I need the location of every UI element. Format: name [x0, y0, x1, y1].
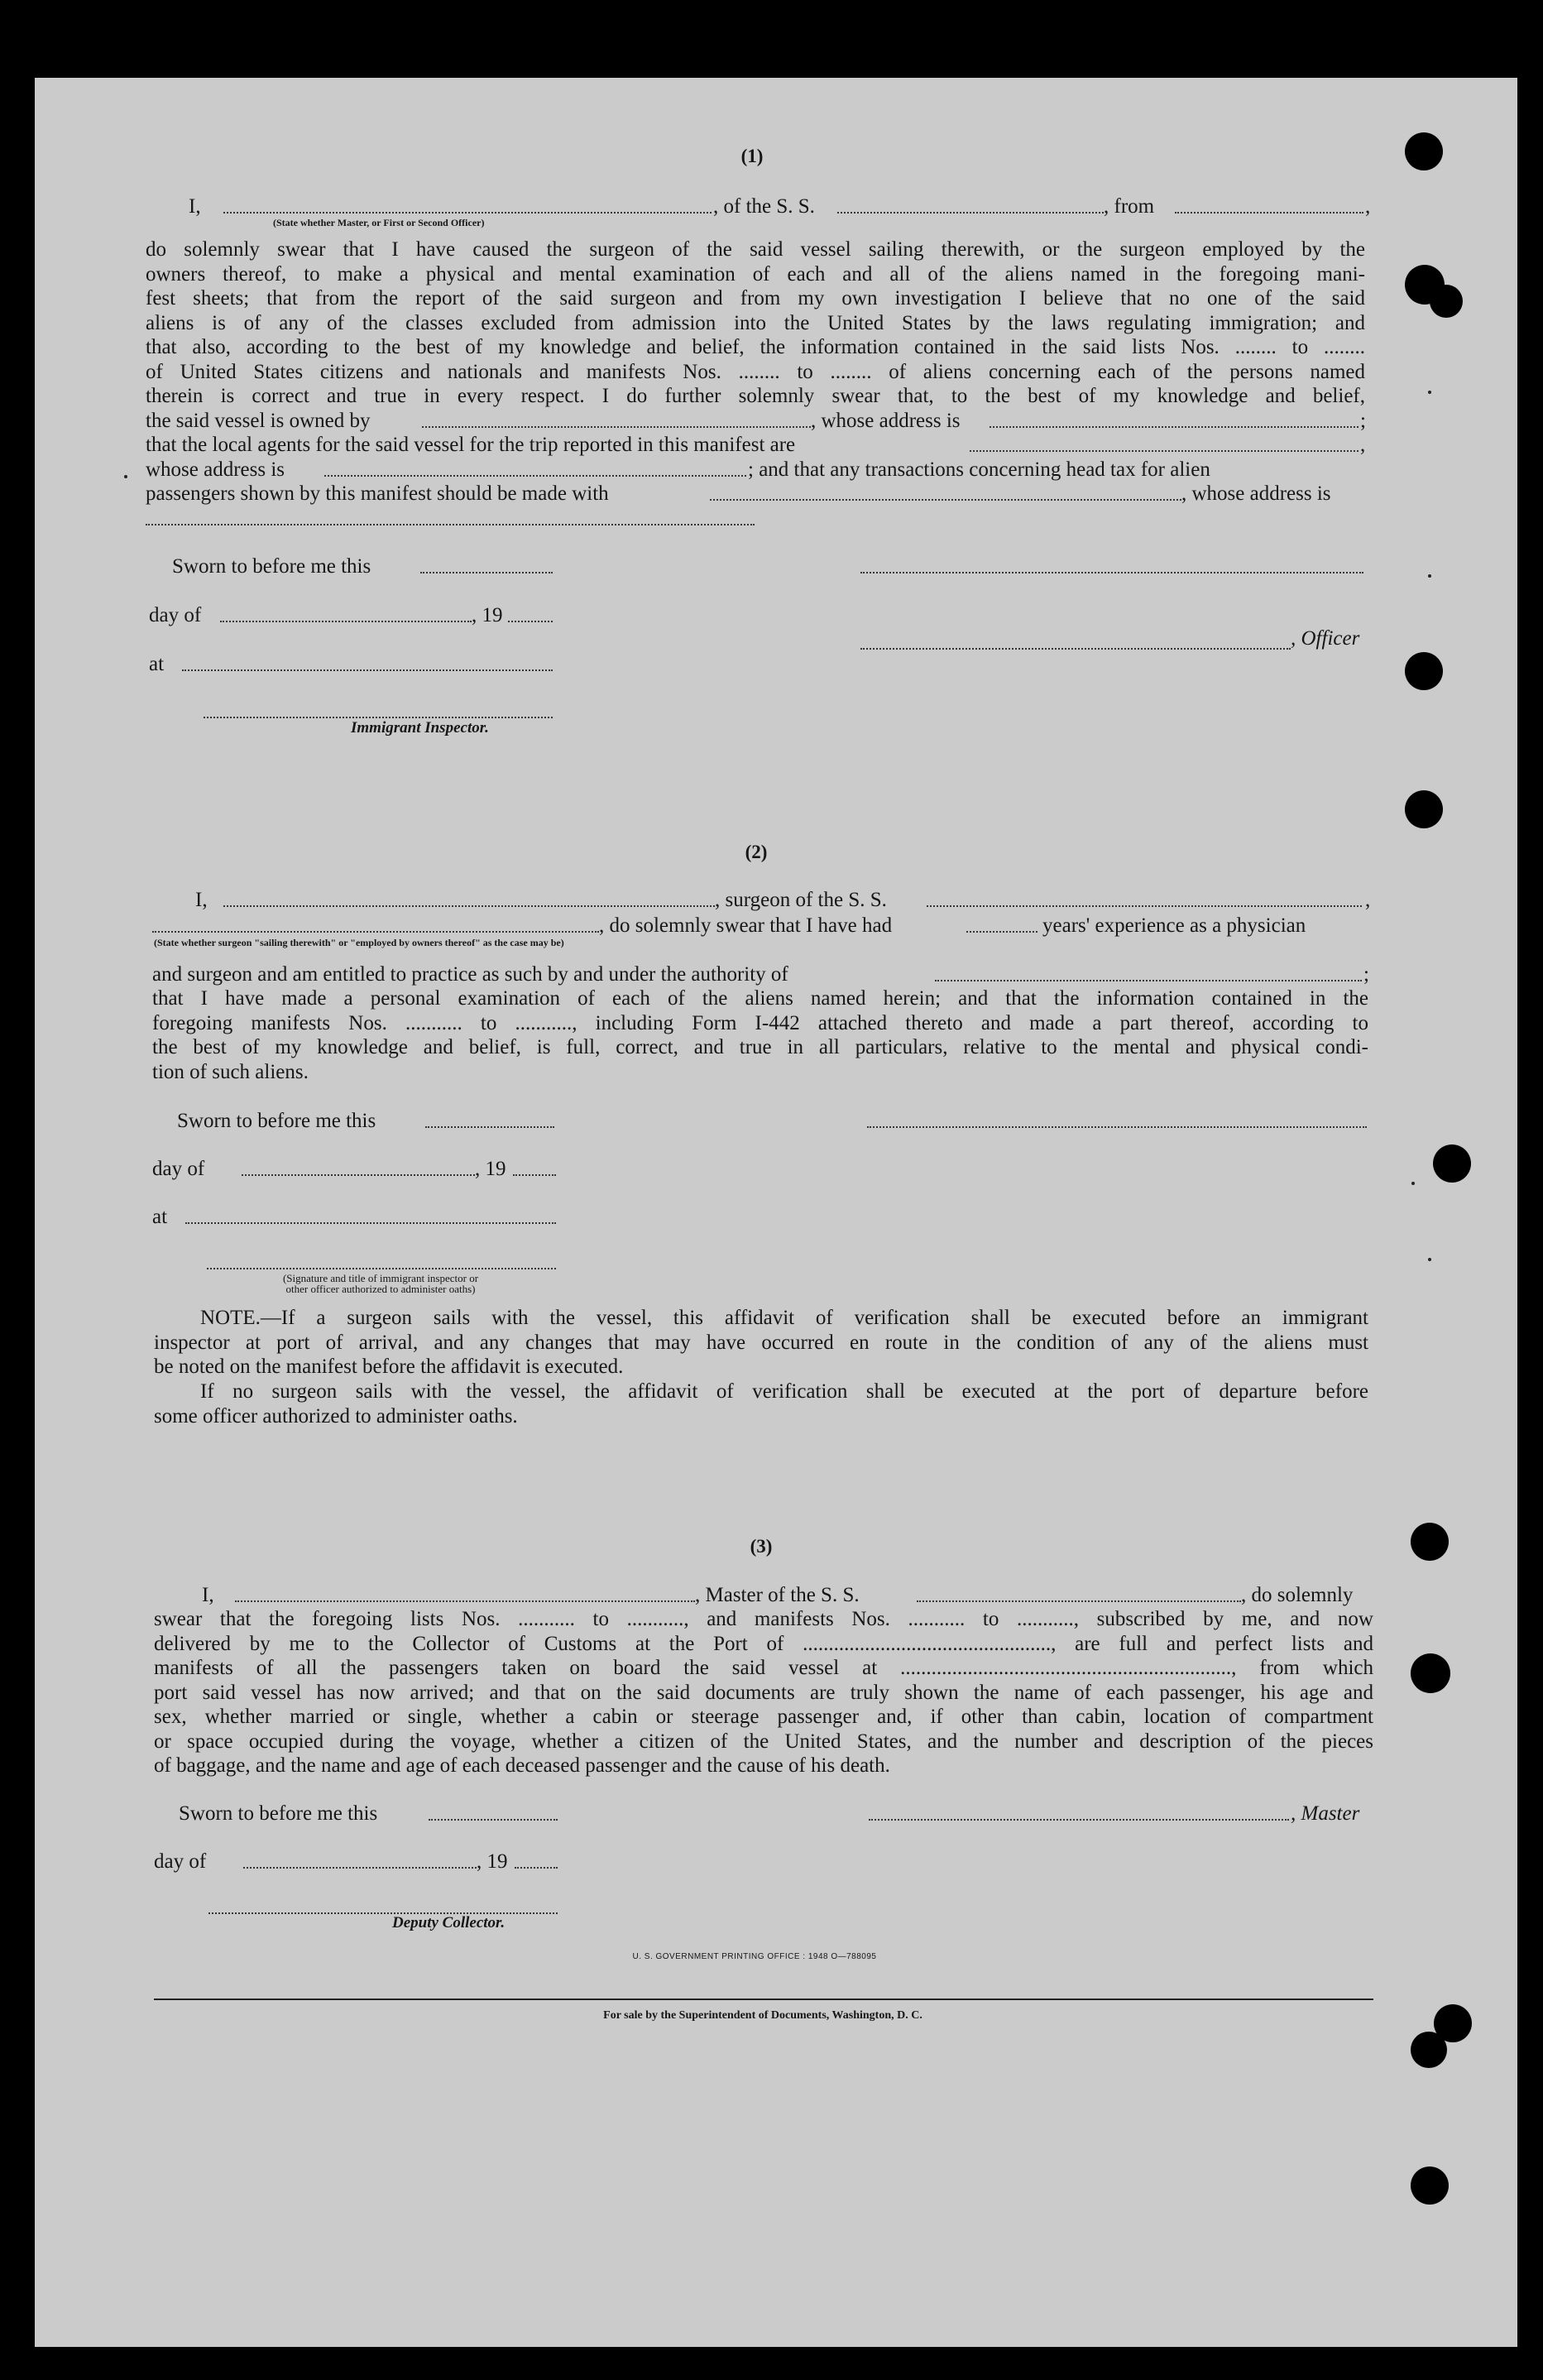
officer-label: , Officer [1291, 627, 1360, 650]
years-label: years' experience as a physician [1042, 914, 1306, 937]
margin-mark [1428, 391, 1431, 394]
day-of-field[interactable] [243, 1867, 477, 1869]
section-3-number: (3) [750, 1536, 773, 1557]
semicolon: ; [1363, 963, 1369, 986]
section-1-number: (1) [740, 146, 764, 166]
comma: , [1365, 195, 1371, 218]
officer-title-field[interactable] [860, 648, 1291, 650]
punch-hole [1411, 2166, 1449, 2205]
inspector-signature-field[interactable] [207, 1268, 556, 1269]
immigrant-inspector-caption: Immigrant Inspector. [351, 719, 489, 737]
surgeon-of-label: , surgeon of the S. S. [715, 889, 887, 911]
master-name-field[interactable] [235, 1600, 695, 1602]
at-label: at [149, 653, 165, 675]
punch-hole [1430, 285, 1463, 318]
punch-hole [1405, 132, 1443, 170]
margin-mark [124, 475, 127, 478]
sworn-date-field[interactable] [429, 1819, 558, 1821]
passengers-label: passengers shown by this manifest should be made with [146, 482, 609, 505]
year-label: , 19 [475, 1158, 506, 1180]
section-2-note: NOTE.—If a surgeon sails with the vessel, this affidavit of verification shall be executed before an immigrant inspector at port of arrival, and any changes that may have occurred en route in the condition of any of the aliens must be noted on the manifest before the affidavit is executed. [154, 1307, 1368, 1378]
at-place-field[interactable] [185, 1222, 556, 1224]
master-rank-note: (State whether Master, or First or Second Officer) [273, 217, 485, 228]
local-agents-field[interactable] [970, 450, 1359, 452]
vessel-name-field[interactable] [917, 1600, 1241, 1602]
comma: , [1360, 434, 1366, 456]
agent-address-label: whose address is [146, 458, 285, 481]
day-of-field[interactable] [220, 621, 472, 622]
years-field[interactable] [966, 931, 1037, 933]
comma: , [1365, 889, 1371, 911]
head-tax-address-field[interactable] [146, 524, 755, 525]
year-field[interactable] [508, 621, 553, 622]
signature-note-1: (Signature and title of immigrant inspector or [282, 1272, 479, 1284]
footer-rule [154, 1999, 1373, 2000]
section-3-paragraph: swear that the foregoing lists Nos. ........... to ..........., and manifests Nos. ........... to ..........., subscribed by me, and now delivered by me to the Collector of Customs at the Port of ................................................, are full and perfect lists and manifests of all the passengers taken on board the said vessel at ................................................................, from which port said vessel has now arrived; and that on the said documents are truly shown the name of each passenger, his age and sex, whether married or single, whether a cabin or steerage passenger and, if other than cabin, location of compartment or space occupied during the voyage, whether a citizen of the United States, and the number and description of the pieces of baggage, and the name and age of each deceased passenger and the cause of his death. [154, 1608, 1373, 1777]
punch-hole [1411, 2032, 1447, 2068]
for-sale-note: For sale by the Superintendent of Documents, Washington, D. C. [603, 2009, 922, 2022]
master-label: , Master [1291, 1802, 1360, 1825]
vessel-name-field[interactable] [927, 905, 1362, 907]
day-of-field[interactable] [242, 1174, 475, 1176]
at-place-field[interactable] [182, 669, 553, 671]
owner-field[interactable] [422, 426, 811, 428]
sworn-date-field[interactable] [425, 1126, 554, 1128]
punch-hole [1411, 1653, 1450, 1693]
surgeon-status-field[interactable] [152, 931, 599, 933]
sworn-label: Sworn to before me this [179, 1802, 378, 1825]
sworn-date-field[interactable] [420, 572, 553, 573]
agent-address-field[interactable] [324, 475, 746, 477]
master-of-label: , Master of the S. S. [695, 1584, 860, 1606]
local-agents-label: that the local agents for the said vessel for the trip reported in this manifest are [146, 434, 796, 456]
authority-field[interactable] [935, 980, 1362, 981]
semicolon: ; [1360, 410, 1366, 432]
owned-by-label: the said vessel is owned by [146, 410, 371, 432]
sworn-label: Sworn to before me this [177, 1110, 376, 1132]
authority-label: and surgeon and am entitled to practice as such by and under the authority of [152, 963, 788, 986]
day-of-label: day of [152, 1158, 205, 1180]
oath-i-label: I, [195, 889, 208, 911]
punch-hole [1411, 1523, 1449, 1561]
surgeon-status-note: (State whether surgeon "sailing therewith" or "employed by owners thereof" as the case may be) [154, 937, 564, 948]
year-field[interactable] [513, 1174, 556, 1176]
year-label: , 19 [477, 1850, 508, 1873]
punch-hole [1405, 652, 1443, 690]
punch-hole [1405, 790, 1443, 828]
day-of-label: day of [154, 1850, 207, 1873]
year-label: , 19 [472, 604, 503, 626]
head-tax-address-label: , whose address is [1181, 482, 1331, 505]
vessel-name-field[interactable] [837, 212, 1104, 214]
owner-address-field[interactable] [990, 426, 1359, 428]
margin-mark [1411, 1182, 1415, 1185]
day-of-label: day of [149, 604, 202, 626]
section-2-paragraph: that I have made a personal examination of each of the aliens named herein; and that the information contained in the foregoing manifests Nos. ........... to ..........., including Form I-442 attached thereto and made a part thereof, according to the best of my knowledge and belief, is full, correct, and true in all particulars, relative to the mental and physical condi- tion of such aliens. [152, 987, 1368, 1083]
punch-hole [1433, 1144, 1471, 1183]
officer-signature-field[interactable] [860, 572, 1363, 573]
at-label: at [152, 1206, 168, 1228]
of-ss-label: , of the S. S. [713, 195, 815, 218]
from-label: , from [1104, 195, 1155, 218]
do-solemnly-label: , do solemnly [1241, 1584, 1354, 1606]
head-tax-agent-field[interactable] [710, 499, 1181, 501]
surgeon-name-field[interactable] [223, 905, 715, 907]
gpo-imprint: U. S. GOVERNMENT PRINTING OFFICE : 1948 O—788095 [632, 1952, 877, 1961]
oath-i-label: I, [189, 195, 201, 218]
owner-address-label: , whose address is [811, 410, 961, 432]
solemnly-label: , do solemnly swear that I have had [599, 914, 893, 937]
deputy-collector-caption: Deputy Collector. [392, 1914, 506, 1931]
margin-mark [1428, 1258, 1431, 1261]
year-field[interactable] [515, 1867, 558, 1869]
master-signature-field[interactable] [869, 1819, 1289, 1821]
from-port-field[interactable] [1175, 212, 1363, 214]
sworn-label: Sworn to before me this [172, 555, 371, 578]
inspector-signature-field[interactable] [204, 717, 553, 718]
officer-rank-field[interactable] [223, 212, 712, 214]
head-tax-label: ; and that any transactions concerning head tax for alien [748, 458, 1210, 481]
deputy-signature-field[interactable] [208, 1912, 558, 1914]
surgeon-signature-field[interactable] [867, 1126, 1367, 1128]
section-2-number: (2) [745, 842, 768, 862]
oath-i-label: I, [202, 1584, 214, 1606]
section-2-note-second: If no surgeon sails with the vessel, the affidavit of verification shall be executed at the port of departure before some officer authorized to administer oaths. [154, 1380, 1368, 1428]
signature-note-2: other officer authorized to administer oaths) [285, 1283, 476, 1295]
margin-mark [1428, 574, 1431, 578]
section-1-paragraph: do solemnly swear that I have caused the surgeon of the said vessel sailing therewith, or the surgeon employed by the owners thereof, to make a physical and mental examination of each and all of the aliens named in the foregoing mani- fest sheets; that from the report of the said surgeon and from my own investigation I believe that no one of the said aliens is of any of the classes excluded from admission into the United States by the laws regulating immigration; and that also, according to the best of my knowledge and belief, the information contained in the said lists Nos. ........ to ........ of United States citizens and nationals and manifests Nos. ........ to ........ of aliens concerning each of the persons named therein is correct and true in every respect. I do further solemnly swear that, to the best of my knowledge and belief, [146, 238, 1365, 407]
